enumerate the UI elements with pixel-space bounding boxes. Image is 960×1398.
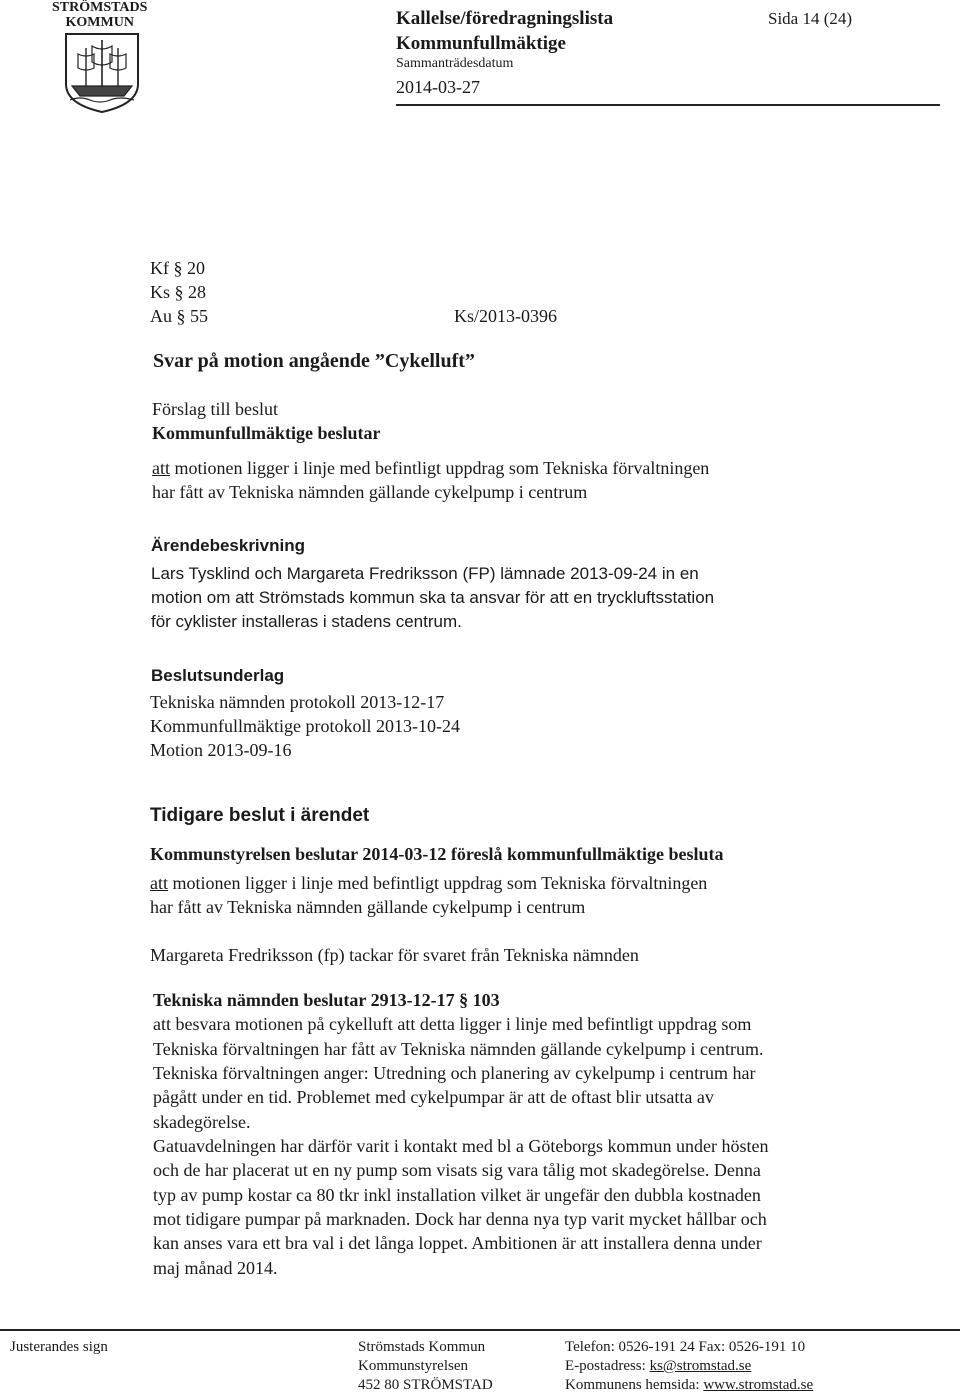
tn-decision-line: Tekniska förvaltningen anger: Utredning och planering av cykelpump i centrum har [153, 1063, 756, 1083]
footer-address-line1: Strömstads Kommun [358, 1339, 486, 1355]
tn-decision-line: kan anses vara ett bra val i det långa loppet. Ambitionen är att installera denna under [153, 1233, 762, 1253]
footer-email-link[interactable]: ks@stromstad.se [649, 1358, 752, 1374]
tn-decision-heading: Tekniska nämnden beslutar 2913-12-17 § 103 [153, 990, 500, 1010]
basis-item: Motion 2013-09-16 [150, 740, 292, 760]
footer-address-line3: 452 80 STRÖMSTAD [358, 1377, 493, 1393]
tn-decision-line: att besvara motionen på cykelluft att detta ligger i linje med befintligt uppdrag som [153, 1014, 752, 1034]
footer-website-row: Kommunens hemsida: www.stromstad.se [565, 1377, 814, 1393]
ks-decision-att: att [150, 873, 168, 893]
footer-website-link[interactable]: www.stromstad.se [703, 1377, 814, 1393]
header-divider [396, 104, 940, 106]
proposal-att: att [152, 458, 170, 478]
footer-address-line2: Kommunstyrelsen [358, 1358, 468, 1374]
footer-divider [0, 1329, 960, 1331]
meeting-body: Kommunfullmäktige [396, 33, 566, 54]
basis-item: Tekniska nämnden protokoll 2013-12-17 [150, 692, 445, 712]
organization-name-line2: KOMMUN [65, 15, 134, 30]
footer-phone: Telefon: 0526-191 24 Fax: 0526-191 10 [565, 1339, 806, 1355]
ks-decision-text-line2: har fått av Tekniska nämnden gällande cykelpump i centrum [150, 897, 586, 917]
tn-decision-line: maj månad 2014. [153, 1258, 278, 1278]
tn-decision-line: och de har placerat ut en ny pump som visats sig vara tålig mot skadegörelse. Denna [153, 1160, 761, 1180]
tn-decision-line: mot tidigare pumpar på marknaden. Dock har denna nya typ varit mycket hållbar och [153, 1209, 767, 1229]
tn-decision-line: Tekniska förvaltningen har fått av Tekniska nämnden gällande cykelpump i centrum. [153, 1039, 764, 1059]
ref-ks: Ks § 28 [150, 282, 207, 302]
ks-decision: Kommunstyrelsen beslutar 2014-03-12 föreslå kommunfullmäktige besluta [150, 844, 724, 864]
proposal-heading: Förslag till beslut [152, 399, 278, 419]
organization-name [52, 0, 147, 30]
proposal-text-line2: har fått av Tekniska nämnden gällande cykelpump i centrum [152, 482, 588, 502]
case-number: Ks/2013-0396 [454, 306, 557, 326]
document-type-title: Kallelse/föredragningslista [396, 8, 614, 29]
ship-coat-of-arms-icon [62, 32, 142, 119]
description-line: motion om att Strömstads kommun ska ta ansvar för att en tryckluftsstation [151, 588, 715, 607]
case-title: Svar på motion angående ”Cykelluft” [153, 350, 475, 372]
ks-decision-text-line1: att motionen ligger i linje med befintligt uppdrag som Tekniska förvaltningen [150, 873, 708, 893]
meeting-date-label: Sammanträdesdatum [396, 56, 514, 71]
basis-heading: Beslutsunderlag [151, 666, 285, 685]
page-number: Sida 14 (24) [768, 9, 853, 28]
organization-name-line1: STRÖMSTADS [52, 0, 148, 15]
description-heading: Ärendebeskrivning [151, 536, 305, 555]
ref-kf: Kf § 20 [150, 258, 205, 278]
tn-decision-line: pågått under en tid. Problemet med cykelpumpar är att de oftast blir utsatta av [153, 1087, 714, 1107]
proposal-decider: Kommunfullmäktige beslutar [152, 423, 381, 443]
thanks-note: Margareta Fredriksson (fp) tackar för svaret från Tekniska nämnden [150, 945, 639, 965]
tn-decision-line: Gatuavdelningen har därför varit i kontakt med bl a Göteborgs kommun under hösten [153, 1136, 769, 1156]
description-line: för cyklister installeras i stadens centrum. [151, 612, 462, 631]
tn-decision-line: skadegörelse. [153, 1112, 251, 1132]
description-line: Lars Tysklind och Margareta Fredriksson (FP) lämnade 2013-09-24 in en [151, 564, 699, 583]
tn-decision-line: typ av pump kostar ca 80 tkr inkl installation vilket är ungefär den dubbla kostnaden [153, 1185, 761, 1205]
footer-signature-label: Justerandes sign [10, 1339, 108, 1355]
previous-decisions-heading: Tidigare beslut i ärendet [150, 805, 370, 826]
ref-au: Au § 55 [150, 306, 208, 326]
proposal-text-line1: att motionen ligger i linje med befintligt uppdrag som Tekniska förvaltningen [152, 458, 710, 478]
meeting-date: 2014-03-27 [396, 77, 480, 97]
basis-item: Kommunfullmäktige protokoll 2013-10-24 [150, 716, 460, 736]
footer-email-row: E-postadress: ks@stromstad.se [565, 1358, 752, 1374]
